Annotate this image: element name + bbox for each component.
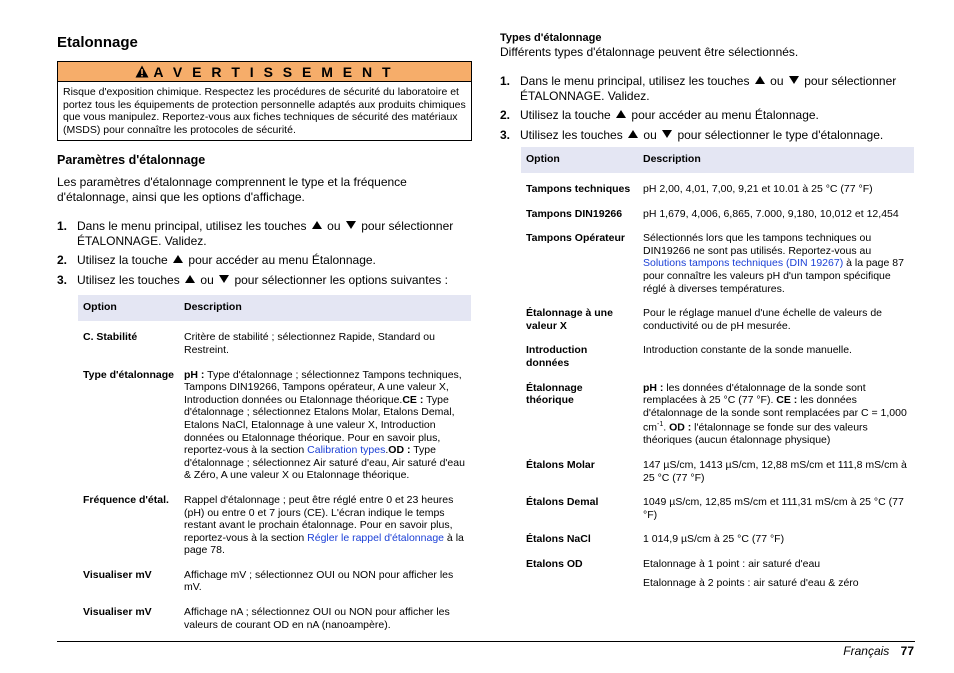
step-item [57, 219, 472, 248]
calibration-parameters-table [78, 295, 471, 633]
table-row [78, 559, 471, 596]
footer-divider [57, 641, 915, 642]
up-arrow-icon [173, 255, 183, 263]
description-cell: Introduction constante de la sonde manuelle. [643, 344, 852, 357]
description-cell: 1 014,9 µS/cm à 25 °C (77 °F) [643, 533, 785, 546]
step-item [57, 253, 472, 268]
option-cell: C. Stabilité [83, 331, 138, 344]
warning-label: A V E R T I S S E M E N T [153, 63, 394, 80]
step-text: ou [770, 74, 784, 88]
step-text: pour accéder au menu Étalonnage. [188, 253, 376, 268]
description-cell: 1049 µS/cm, 12,85 mS/cm et 111,31 mS/cm à 25 °C (77 °F) [643, 496, 904, 521]
ph-label: pH : [184, 368, 205, 381]
calibration-reminder-link[interactable]: Régler le rappel d'étalonnage [307, 531, 445, 544]
option-cell: Étalons Molar [526, 459, 595, 471]
option-cell: Etalons OD [526, 557, 583, 570]
table-row [521, 334, 914, 371]
description-cell: Pour le réglage manuel d'une échelle de valeurs de conductivité ou de pH mesurée. [643, 307, 882, 332]
ph-label: pH : [643, 381, 664, 394]
column-header: Description [638, 147, 914, 173]
ce-text: Type d'étalonnage ; sélectionnez Etalons Molar, Etalons Demal, Etalons NaCl, Etalonnage à une valeur X, Introduction données ou Etalonnage théorique. Pour en savoir plus, reportez-vous à la section [184, 393, 455, 457]
ce-label: CE : [776, 394, 798, 407]
table-row [521, 548, 914, 591]
step-text: Dans le menu principal, utilisez les touches [77, 219, 307, 234]
table-row [521, 198, 914, 223]
table-row [78, 596, 471, 633]
option-cell: Introduction données [526, 344, 588, 369]
step-number: 1. [500, 74, 511, 88]
od-text: Type d'étalonnage ; sélectionnez Air saturé d'eau, Air saturé d'eau & Zéro, A une valeur X ou Etalonnage théorique. [184, 444, 465, 482]
description-cell: Affichage nA ; sélectionnez OUI ou NON pour afficher les valeurs de courant OD en nA (nanoampère). [184, 606, 450, 631]
page-number: 77 [900, 644, 914, 658]
option-cell: Visualiser mV [83, 568, 152, 581]
step-text: Utilisez les touches [77, 272, 180, 287]
table-header-row [78, 295, 471, 321]
column-header: Option [78, 295, 179, 321]
option-cell: Étalonnage à une valeur X [526, 307, 613, 332]
table-row [521, 173, 914, 198]
step-item [500, 108, 915, 123]
step-text: pour sélectionner les options suivantes : [234, 272, 448, 287]
buffer-solutions-link[interactable]: Solutions tampons techniques (DIN 19267) [643, 257, 844, 270]
step-text: ou [327, 219, 341, 234]
description-cell: Sélectionnés lors que les tampons techniques ou DIN19266 ne sont pas utilisés. Reportez-vous au Solutions tampons techniques (DIN 19267) à la page 87 pour connaître les valeurs pH d'un tampon spécifique réglé à diverses températures. [643, 232, 904, 295]
calibration-types-link[interactable]: Calibration types [307, 444, 386, 457]
table-row [521, 486, 914, 523]
option-cell: Fréquence d'étal. [83, 493, 169, 506]
column-header: Description [179, 295, 471, 321]
description-cell: Rappel d'étalonnage ; peut être réglé entre 0 et 23 heures (pH) ou entre 0 et 7 jours (CE). L'écran indique le temps restant avant le prochain étalonnage. Pour en savoir plus, reportez-vous à la section Régler le rappel d'étalonnage à la page 78. [184, 493, 464, 557]
step-text: pour sélectionner ÉTALONNAGE. Validez. [77, 219, 454, 248]
step-number: 2. [500, 108, 511, 122]
step-item [500, 74, 915, 103]
table-row [78, 484, 471, 559]
step-text: Utilisez les touches [520, 127, 623, 142]
table-row [521, 523, 914, 548]
step-item [500, 128, 915, 143]
option-cell: Visualiser mV [83, 606, 152, 619]
table-row [521, 297, 914, 334]
step-text: ou [200, 272, 214, 287]
step-number: 3. [57, 272, 68, 287]
page-footer [843, 644, 914, 658]
description-cell: 147 µS/cm, 1413 µS/cm, 12,88 mS/cm et 111,8 mS/cm à 25 °C (77 °F) [643, 459, 907, 484]
description-cell: pH 2,00, 4,01, 7,00, 9,21 et 10.01 à 25 °C (77 °F) [643, 183, 873, 195]
footer-language: Français [843, 644, 890, 658]
warning-text: Risque d'exposition chimique. Respectez les procédures de sécurité du laboratoire et portez tous les équipements de protection personnelle adaptés aux produits chimiques que vous manipulez. Reportez-vous aux fiches techniques de sécurité des matériaux (MSDS) pour connaître les protocoles de sécurité. [63, 86, 466, 136]
warning-box [57, 61, 472, 141]
ce-label: CE : [402, 393, 424, 406]
description-cell: pH : les données d'étalonnage de la sonde sont remplacées à 25 °C (77 °F). CE : les données d'étalonnage de la sonde sont remplacées par C = 1,000 $cm^{-1}$. OD : l'étalonnage se fonde sur des valeurs théoriques (aucun étalonnage physique) [643, 381, 907, 447]
step-item [57, 273, 472, 288]
warning-header [58, 62, 471, 82]
calibration-types-intro: Différents types d'étalonnage peuvent être sélectionnés. [500, 45, 799, 59]
od-label: OD : [669, 421, 692, 434]
calibration-types-heading: Types d'étalonnage [500, 32, 602, 44]
option-cell: Tampons Opérateur [526, 232, 625, 245]
step-text: Dans le menu principal, utilisez les touches [520, 74, 750, 88]
description-cell: Critère de stabilité ; sélectionnez Rapide, Standard ou Restreint. [184, 331, 435, 356]
ph-text: Type d'étalonnage ; sélectionnez Tampons techniques, Tampons DIN19266, Tampons opérateur, A une valeur X, Introduction données ou Etalonnage théorique. [184, 368, 462, 406]
step-number: 2. [57, 253, 68, 268]
od-label: OD : [388, 444, 411, 457]
step-text: ou [643, 127, 657, 142]
option-cell: Tampons techniques [526, 183, 631, 195]
up-arrow-icon [312, 221, 322, 229]
option-cell: Étalonnage théorique [526, 381, 583, 407]
right-steps [500, 74, 915, 142]
calibration-types-table [521, 147, 914, 591]
left-column [57, 32, 472, 633]
step-text: pour sélectionner le type d'étalonnage. [677, 127, 884, 142]
option-cell: Type d'étalonnage [83, 368, 174, 381]
table-header-row [521, 147, 914, 173]
warning-triangle-icon [135, 65, 149, 78]
right-column [500, 32, 915, 591]
option-cell: Étalons Demal [526, 496, 599, 509]
option-cell: Étalons NaCl [526, 533, 591, 546]
description-cell: pH 1,679, 4,006, 6,865, 7.000, 9,180, 10,012 et 12,454 [643, 207, 899, 220]
down-arrow-icon [346, 221, 356, 229]
up-arrow-icon [755, 76, 765, 84]
up-arrow-icon [628, 130, 638, 138]
column-header: Option [521, 147, 638, 173]
table-row [521, 372, 914, 449]
down-arrow-icon [219, 275, 229, 283]
parameters-heading: Paramètres d'étalonnage [57, 153, 206, 168]
step-text: pour sélectionner ÉTALONNAGE. Validez. [520, 74, 897, 103]
down-arrow-icon [789, 76, 799, 84]
parameters-intro: Les paramètres d'étalonnage comprennent le type et la fréquence d'étalonnage, ainsi que les options d'affichage. [57, 175, 407, 205]
section-title: Etalonnage [57, 34, 138, 51]
description-cell: pH : Type d'étalonnage ; sélectionnez Tampons techniques, Tampons DIN19266, Tampons opérateur, A une valeur X, Introduction données ou Etalonnage théorique.CE : Type d'étalonnage ; sélectionnez Etalons Molar, Etalons Demal, Etalons NaCl, Etalonnage à une valeur X, Introduction données ou Etalonnage théorique. Pour en savoir plus, reportez-vous à la section Calibration types.OD : Type d'étalonnage ; sélectionnez Air saturé d'eau, Air saturé d'eau & Zéro, A une valeur X ou Etalonnage théorique. [184, 368, 465, 482]
description-cell: Affichage mV ; sélectionnez OUI ou NON pour afficher les mV. [184, 568, 454, 594]
up-arrow-icon [616, 110, 626, 118]
step-text: pour accéder au menu Étalonnage. [631, 108, 819, 122]
left-steps [57, 219, 472, 287]
table-row [78, 359, 471, 484]
step-number: 3. [500, 127, 511, 142]
option-cell: Tampons DIN19266 [526, 207, 623, 220]
table-row [521, 222, 914, 297]
up-arrow-icon [185, 275, 195, 283]
description-cell: Etalonnage à 1 point : air saturé d'eau Etalonnage à 2 points : air saturé d'eau & zéro [643, 557, 859, 589]
step-text: Utilisez la touche [77, 253, 168, 268]
table-row [521, 449, 914, 486]
table-row [78, 321, 471, 358]
step-text: Utilisez la touche [520, 108, 611, 122]
down-arrow-icon [662, 130, 672, 138]
step-number: 1. [57, 219, 68, 234]
